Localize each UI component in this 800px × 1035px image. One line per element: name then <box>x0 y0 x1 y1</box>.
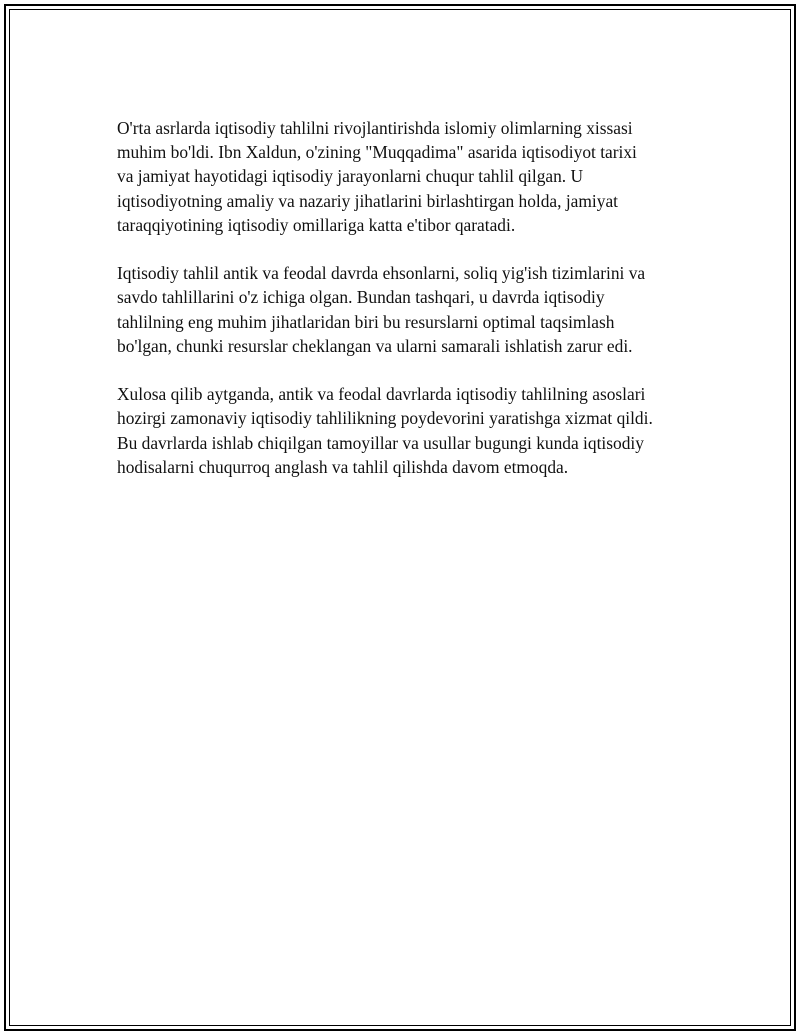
text-line: hozirgi zamonaviy iqtisodiy tahlilikning poydevorini yaratishga xizmat qildi. <box>117 408 653 429</box>
text-line: iqtisodiyotning amaliy va nazariy jihatlarini birlashtirgan holda, jamiyat <box>117 190 618 211</box>
document-body <box>117 116 697 503</box>
text-line: O'rta asrlarda iqtisodiy tahlilni rivojlantirishda islomiy olimlarning xissasi <box>117 118 633 138</box>
text-line: Iqtisodiy tahlil antik va feodal davrda ehsonlarni, soliq yig'ish tizimlarini va <box>117 263 646 284</box>
text-line: taraqqiyotining iqtisodiy omillariga katta e'tibor qaratadi. <box>117 214 516 235</box>
text-line: va jamiyat hayotidagi iqtisodiy jarayonlarni chuqur tahlil qilgan. U <box>117 166 584 187</box>
text-line: hodisalarni chuqurroq anglash va tahlil qilishda davom etmoqda. <box>117 456 569 477</box>
paragraph <box>117 382 697 479</box>
text-line: bo'lgan, chunki resurslar cheklangan va ularni samarali ishlatish zarur edi. <box>117 335 633 356</box>
text-line: tahlilning eng muhim jihatlaridan biri bu resurslarni optimal taqsimlash <box>117 311 615 332</box>
paragraph <box>117 261 697 358</box>
paragraph <box>117 116 697 237</box>
text-line: savdo tahlillarini o'z ichiga olgan. Bundan tashqari, u davrda iqtisodiy <box>117 287 605 308</box>
text-line: Bu davrlarda ishlab chiqilgan tamoyillar va usullar bugungi kunda iqtisodiy <box>117 432 644 453</box>
text-line: Xulosa qilib aytganda, antik va feodal davrlarda iqtisodiy tahlilning asoslari <box>117 384 646 405</box>
text-line: muhim bo'ldi. Ibn Xaldun, o'zining "Muqqadima" asarida iqtisodiyot tarixi <box>117 142 637 163</box>
